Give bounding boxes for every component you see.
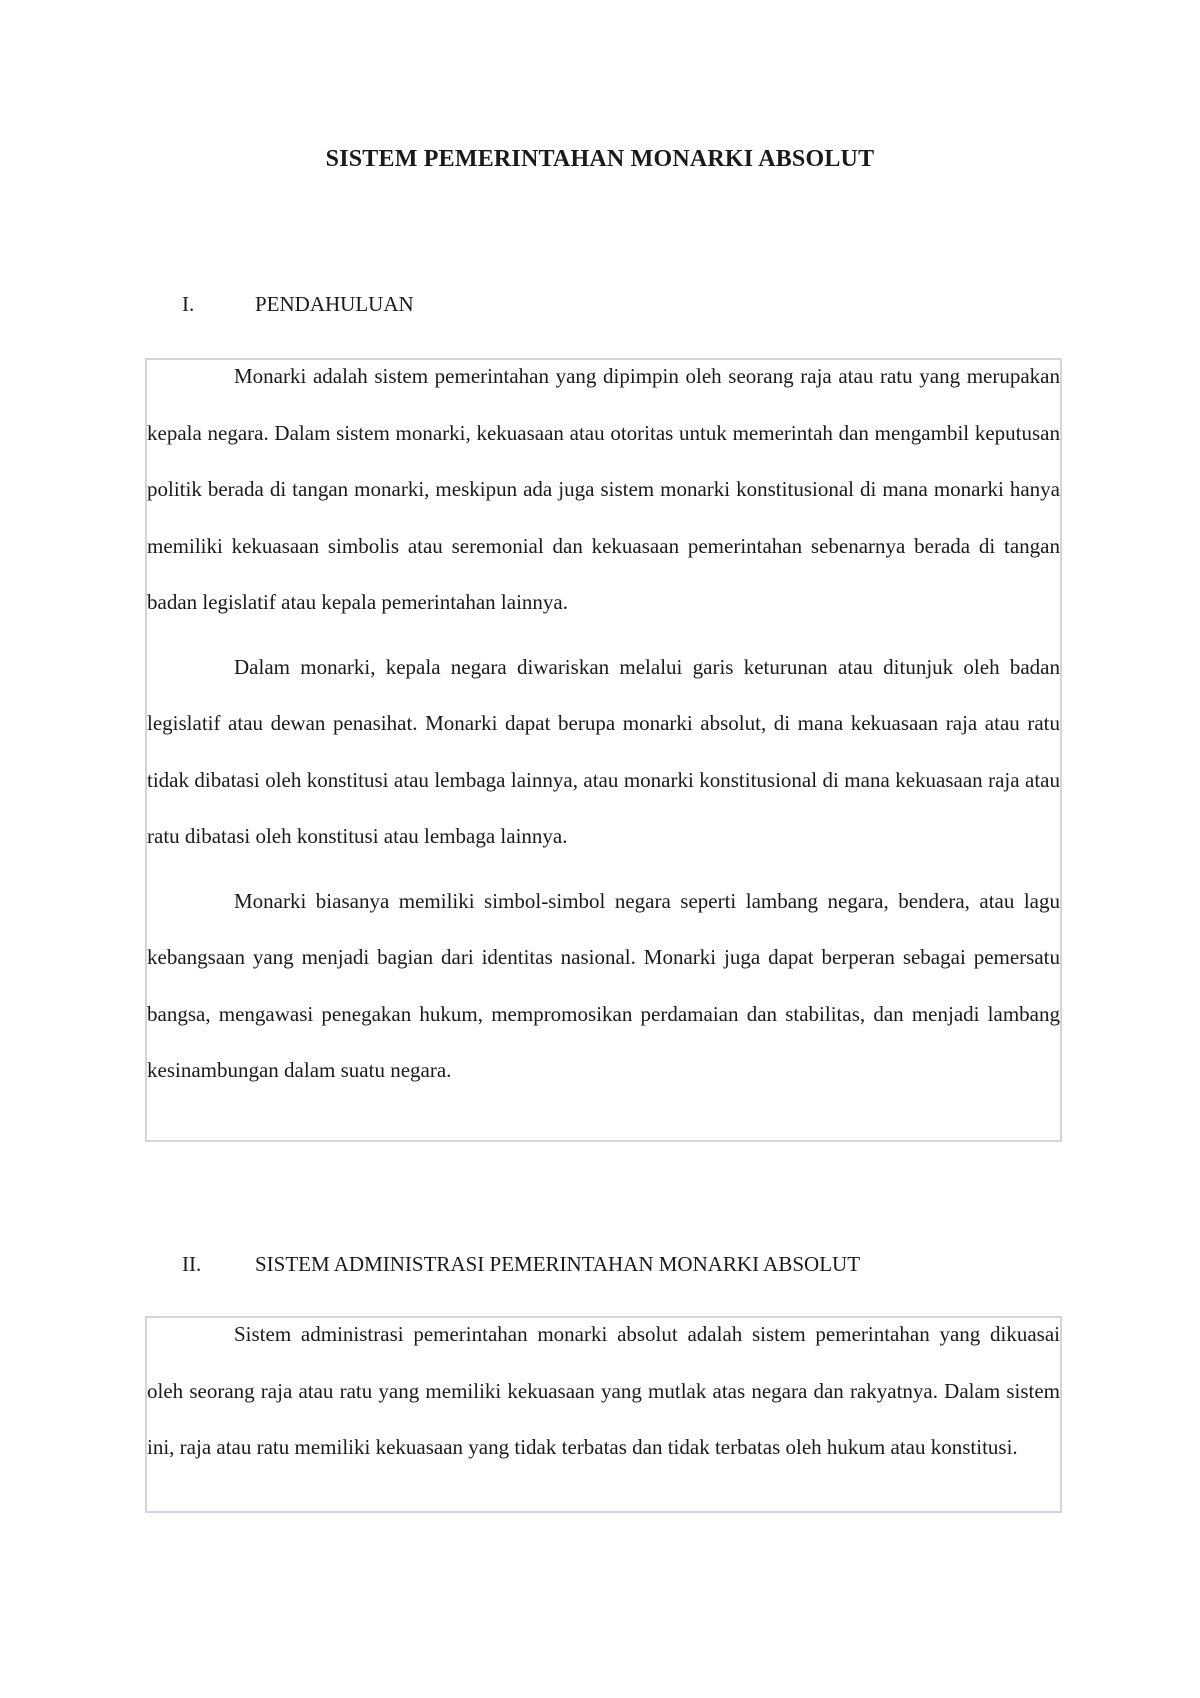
paragraph: Monarki adalah sistem pemerintahan yang dipimpin oleh seorang raja atau ratu yang merupakan kepala negara. Dalam sistem monarki, kekuasaan atau otoritas untuk memerintah dan mengambil keputusan politik berada di tangan monarki, meskipun ada juga sistem monarki konstitusional di mana monarki hanya memiliki kekuasaan simbolis atau seremonial dan kekuasaan pemerintahan sebenarnya berada di tangan badan legislatif atau kepala pemerintahan lainnya. xyxy=(147,364,1060,614)
section-number: II. xyxy=(182,1252,202,1276)
page-title: SISTEM PEMERINTAHAN MONARKI ABSOLUT xyxy=(325,146,875,172)
section-heading-pendahuluan xyxy=(182,292,414,317)
text-box-sistem-administrasi[interactable] xyxy=(145,1316,1062,1513)
paragraph: Monarki biasanya memiliki simbol-simbol negara seperti lambang negara, bendera, atau lagu kebangsaan yang menjadi bagian dari identitas nasional. Monarki juga dapat berperan sebagai pemersatu bangsa, mengawasi penegakan hukum, mempromosikan perdamaian dan stabilitas, dan menjadi lambang kesinambungan dalam suatu negara. xyxy=(147,888,1060,1082)
section-title: SISTEM ADMINISTRASI PEMERINTAHAN MONARKI ABSOLUT xyxy=(255,1252,861,1276)
section-title: PENDAHULUAN xyxy=(255,292,414,316)
section-number: I. xyxy=(182,292,195,316)
text-box-pendahuluan[interactable] xyxy=(145,358,1062,1142)
section-heading-sistem-administrasi xyxy=(182,1252,860,1277)
paragraph: Sistem administrasi pemerintahan monarki absolut adalah sistem pemerintahan yang dikuasai oleh seorang raja atau ratu yang memiliki kekuasaan yang mutlak atas negara dan rakyatnya. Dalam sistem ini, raja atau ratu memiliki kekuasaan yang tidak terbatas dan tidak terbatas oleh hukum atau konstitusi. xyxy=(147,1322,1060,1459)
paragraph: Dalam monarki, kepala negara diwariskan melalui garis keturunan atau ditunjuk oleh badan legislatif atau dewan penasihat. Monarki dapat berupa monarki absolut, di mana kekuasaan raja atau ratu tidak dibatasi oleh konstitusi atau lembaga lainnya, atau monarki konstitusional di mana kekuasaan raja atau ratu dibatasi oleh konstitusi atau lembaga lainnya. xyxy=(147,654,1060,848)
